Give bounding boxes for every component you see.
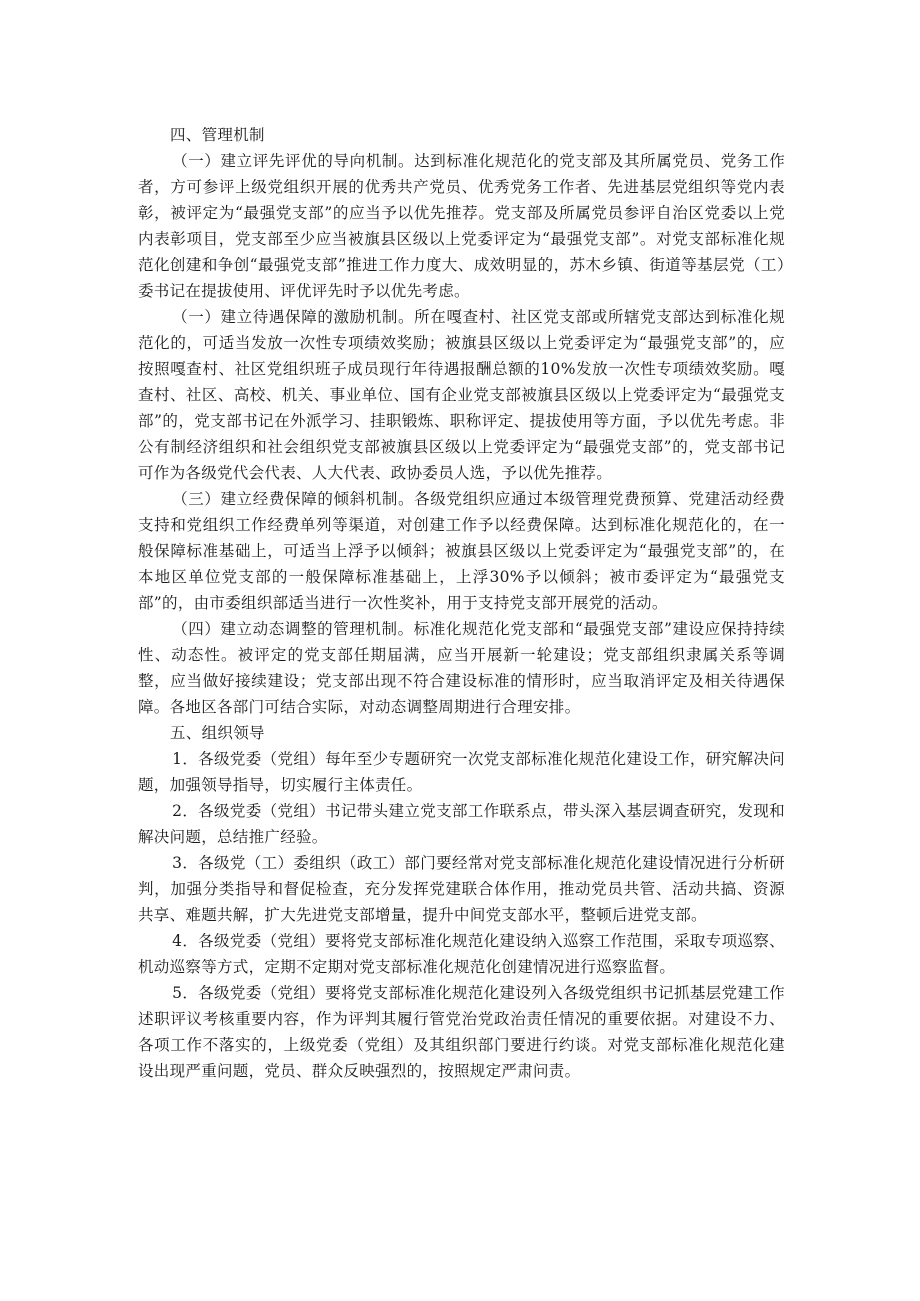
paragraph-dynamic-adjustment: （四）建立动态调整的管理机制。标准化规范化党支部和“最强党支部”建设应保持持续性、动态性。被评定的党支部任期届满，应当开展新一轮建设；党支部组织隶属关系等调整，应当做好接续建设；党支部出现不符合建设标准的情形时，应当取消评定及相关待遇保障。各地区各部门可结合实际，对动态调整周期进行合理安排。: [138, 620, 785, 716]
section-heading-leadership: 五、组织领导: [170, 724, 265, 742]
paragraph-item-1: 1．各级党委（党组）每年至少专题研究一次党支部标准化规范化建设工作，研究解决问题，加强领导指导，切实履行主体责任。: [138, 750, 785, 794]
paragraph-item-3: 3．各级党（工）委组织（政工）部门要经常对党支部标准化规范化建设情况进行分析研判，加强分类指导和督促检查，充分发挥党建联合体作用，推动党员共管、活动共搞、资源共享、难题共解，扩大先进党支部增量，提升中间党支部水平，整顿后进党支部。: [138, 854, 785, 924]
paragraph-incentive-mechanism: （一）建立待遇保障的激励机制。所在嘎查村、社区党支部或所辖党支部达到标准化规范化的，可适当发放一次性专项绩效奖励；被旗县区级以上党委评定为“最强党支部”的，应按照嘎查村、社区党组织班子成员现行年待遇报酬总额的10%发放一次性专项绩效奖励。嘎查村、社区、高校、机关、事业单位、国有企业党支部被旗县区级以上党委评定为“最强党支部”的，党支部书记在外派学习、挂职锻炼、职称评定、提拔使用等方面，予以优先考虑。非公有制经济组织和社会组织党支部被旗县区级以上党委评定为“最强党支部”的，党支部书记可作为各级党代会代表、人大代表、政协委员人选，予以优先推荐。: [138, 308, 785, 482]
paragraph-guidance-mechanism: （一）建立评先评优的导向机制。达到标准化规范化的党支部及其所属党员、党务工作者，方可参评上级党组织开展的优秀共产党员、优秀党务工作者、先进基层党组织等党内表彰，被评定为“最强党支部”的应当予以优先推荐。党支部及所属党员参评自治区党委以上党内表彰项目，党支部至少应当被旗县区级以上党委评定为“最强党支部”。对党支部标准化规范化创建和争创“最强党支部”推进工作力度大、成效明显的，苏木乡镇、街道等基层党（工）委书记在提拔使用、评优评先时予以优先考虑。: [138, 152, 785, 300]
paragraph-item-5: 5．各级党委（党组）要将党支部标准化规范化建设列入各级党组织书记抓基层党建工作述职评议考核重要内容，作为评判其履行管党治党政治责任情况的重要依据。对建设不力、各项工作不落实的，上级党委（党组）及其组织部门要进行约谈。对党支部标准化规范化建设出现严重问题，党员、群众反映强烈的，按照规定严肃问责。: [138, 984, 785, 1080]
section-heading-management: 四、管理机制: [170, 126, 265, 144]
document-page: [138, 122, 785, 1084]
paragraph-item-2: 2．各级党委（党组）书记带头建立党支部工作联系点，带头深入基层调查研究，发现和解决问题，总结推广经验。: [138, 802, 785, 846]
paragraph-funding-mechanism: （三）建立经费保障的倾斜机制。各级党组织应通过本级管理党费预算、党建活动经费支持和党组织工作经费单列等渠道，对创建工作予以经费保障。达到标准化规范化的，在一般保障标准基础上，可适当上浮予以倾斜；被旗县区级以上党委评定为“最强党支部”的，在本地区单位党支部的一般保障标准基础上，上浮30%予以倾斜；被市委评定为“最强党支部”的，由市委组织部适当进行一次性奖补，用于支持党支部开展党的活动。: [138, 490, 785, 612]
paragraph-item-4: 4．各级党委（党组）要将党支部标准化规范化建设纳入巡察工作范围，采取专项巡察、机动巡察等方式，定期不定期对党支部标准化规范化创建情况进行巡察监督。: [138, 932, 785, 976]
